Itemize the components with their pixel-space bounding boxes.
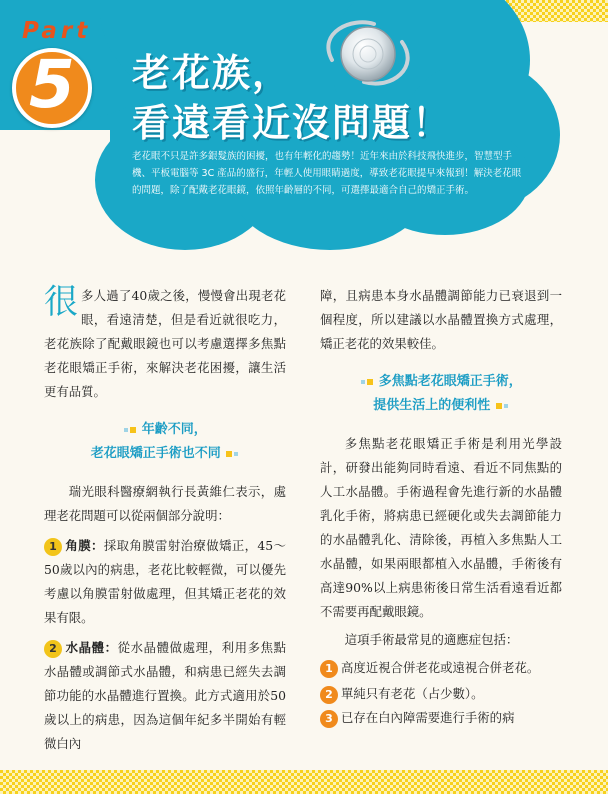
decor-square-icon	[496, 403, 502, 409]
decor-square-icon	[504, 404, 508, 408]
intro-text: 老花眼不只是許多銀髮族的困擾，也有年輕化的趨勢！近年來由於科技飛快進步，智慧型手機、平板電腦等 3C 產品的盛行，年輕人使用眼睛過度，導致老花眼提早來報到！解決老花眼的問題，除了配戴老花眼鏡，依照年齡層的不同，可選擇最適合自己的矯正手術。	[132, 151, 522, 196]
intraocular-lens-icon	[312, 12, 422, 92]
number-badge: 1	[44, 538, 62, 556]
page-title-line2: 看遠看近沒問題！	[132, 101, 453, 145]
list-item: 1 高度近視合併老花或遠視合併老花。	[320, 656, 562, 680]
decor-square-icon	[367, 379, 373, 385]
list-item: 3 已存在白內障需要進行手術的病	[320, 706, 562, 730]
part-number: 5	[29, 46, 75, 123]
left-subheading: 年齡不同， 老花眼矯正手術也不同	[44, 418, 286, 466]
decor-square-icon	[130, 427, 136, 433]
left-para-2: 瑞光眼科醫療網執行長黃維仁表示，處理老花問題可以從兩個部分說明：	[44, 484, 286, 523]
drop-cap: 很	[44, 282, 78, 322]
page-title-line1: 老花族，	[132, 51, 293, 95]
checker-bottom	[0, 770, 608, 794]
part-number-badge	[12, 48, 92, 128]
number-badge: 3	[320, 710, 338, 728]
left-item-2: 2 水晶體：從水晶體做處理，利用多焦點水晶體或調節式水晶體，和病患已經失去調節功能的水晶體進行置換。此方式適用於50歲以上的病患，因為這個年紀多半開始有輕微白內	[44, 640, 286, 751]
right-para-2: 多焦點老花眼矯正手術是利用光學設計，研發出能夠同時看遠、看近不同焦點的人工水晶體。手術過程會先進行新的水晶體乳化手術，將病患已經硬化或失去調節能力的水晶體乳化、清除後，再植入多焦點人工水晶體，如果兩眼都植入水晶體，手術後有高達90%以上病患術後日常生活看遠看近都不需要再配戴眼鏡。	[320, 436, 562, 619]
decor-square-icon	[234, 452, 238, 456]
left-para-1: 很多人過了40歲之後，慢慢會出現老花眼，看遠清楚，但是看近就很吃力，老花族除了配戴眼鏡也可以考慮選擇多焦點老花眼矯正手術，來解決老花困擾，讓生活更有品質。	[44, 282, 286, 399]
decor-square-icon	[124, 428, 128, 432]
number-badge: 1	[320, 660, 338, 678]
right-column	[320, 284, 562, 730]
part-label: Part	[22, 18, 92, 44]
decor-square-icon	[361, 380, 365, 384]
list-item: 2 單純只有老花（占少數）。	[320, 682, 562, 706]
left-item-1: 1 角膜：採取角膜雷射治療做矯正，45～50歲以內的病患，老花比較輕微，可以優先考慮以角膜雷射做處理，但其矯正老花的效果有限。	[44, 538, 286, 625]
number-badge: 2	[320, 686, 338, 704]
number-badge: 2	[44, 640, 62, 658]
right-para-1: 障，且病患本身水晶體調節能力已衰退到一個程度，所以建議以水晶體置換方式處理，矯正老花的效果較佳。	[320, 288, 562, 351]
left-column	[44, 284, 286, 756]
right-para-3: 這項手術最常見的適應症包括：	[344, 632, 519, 647]
right-subheading: 多焦點老花眼矯正手術， 提供生活上的便利性	[320, 370, 562, 418]
decor-square-icon	[226, 451, 232, 457]
